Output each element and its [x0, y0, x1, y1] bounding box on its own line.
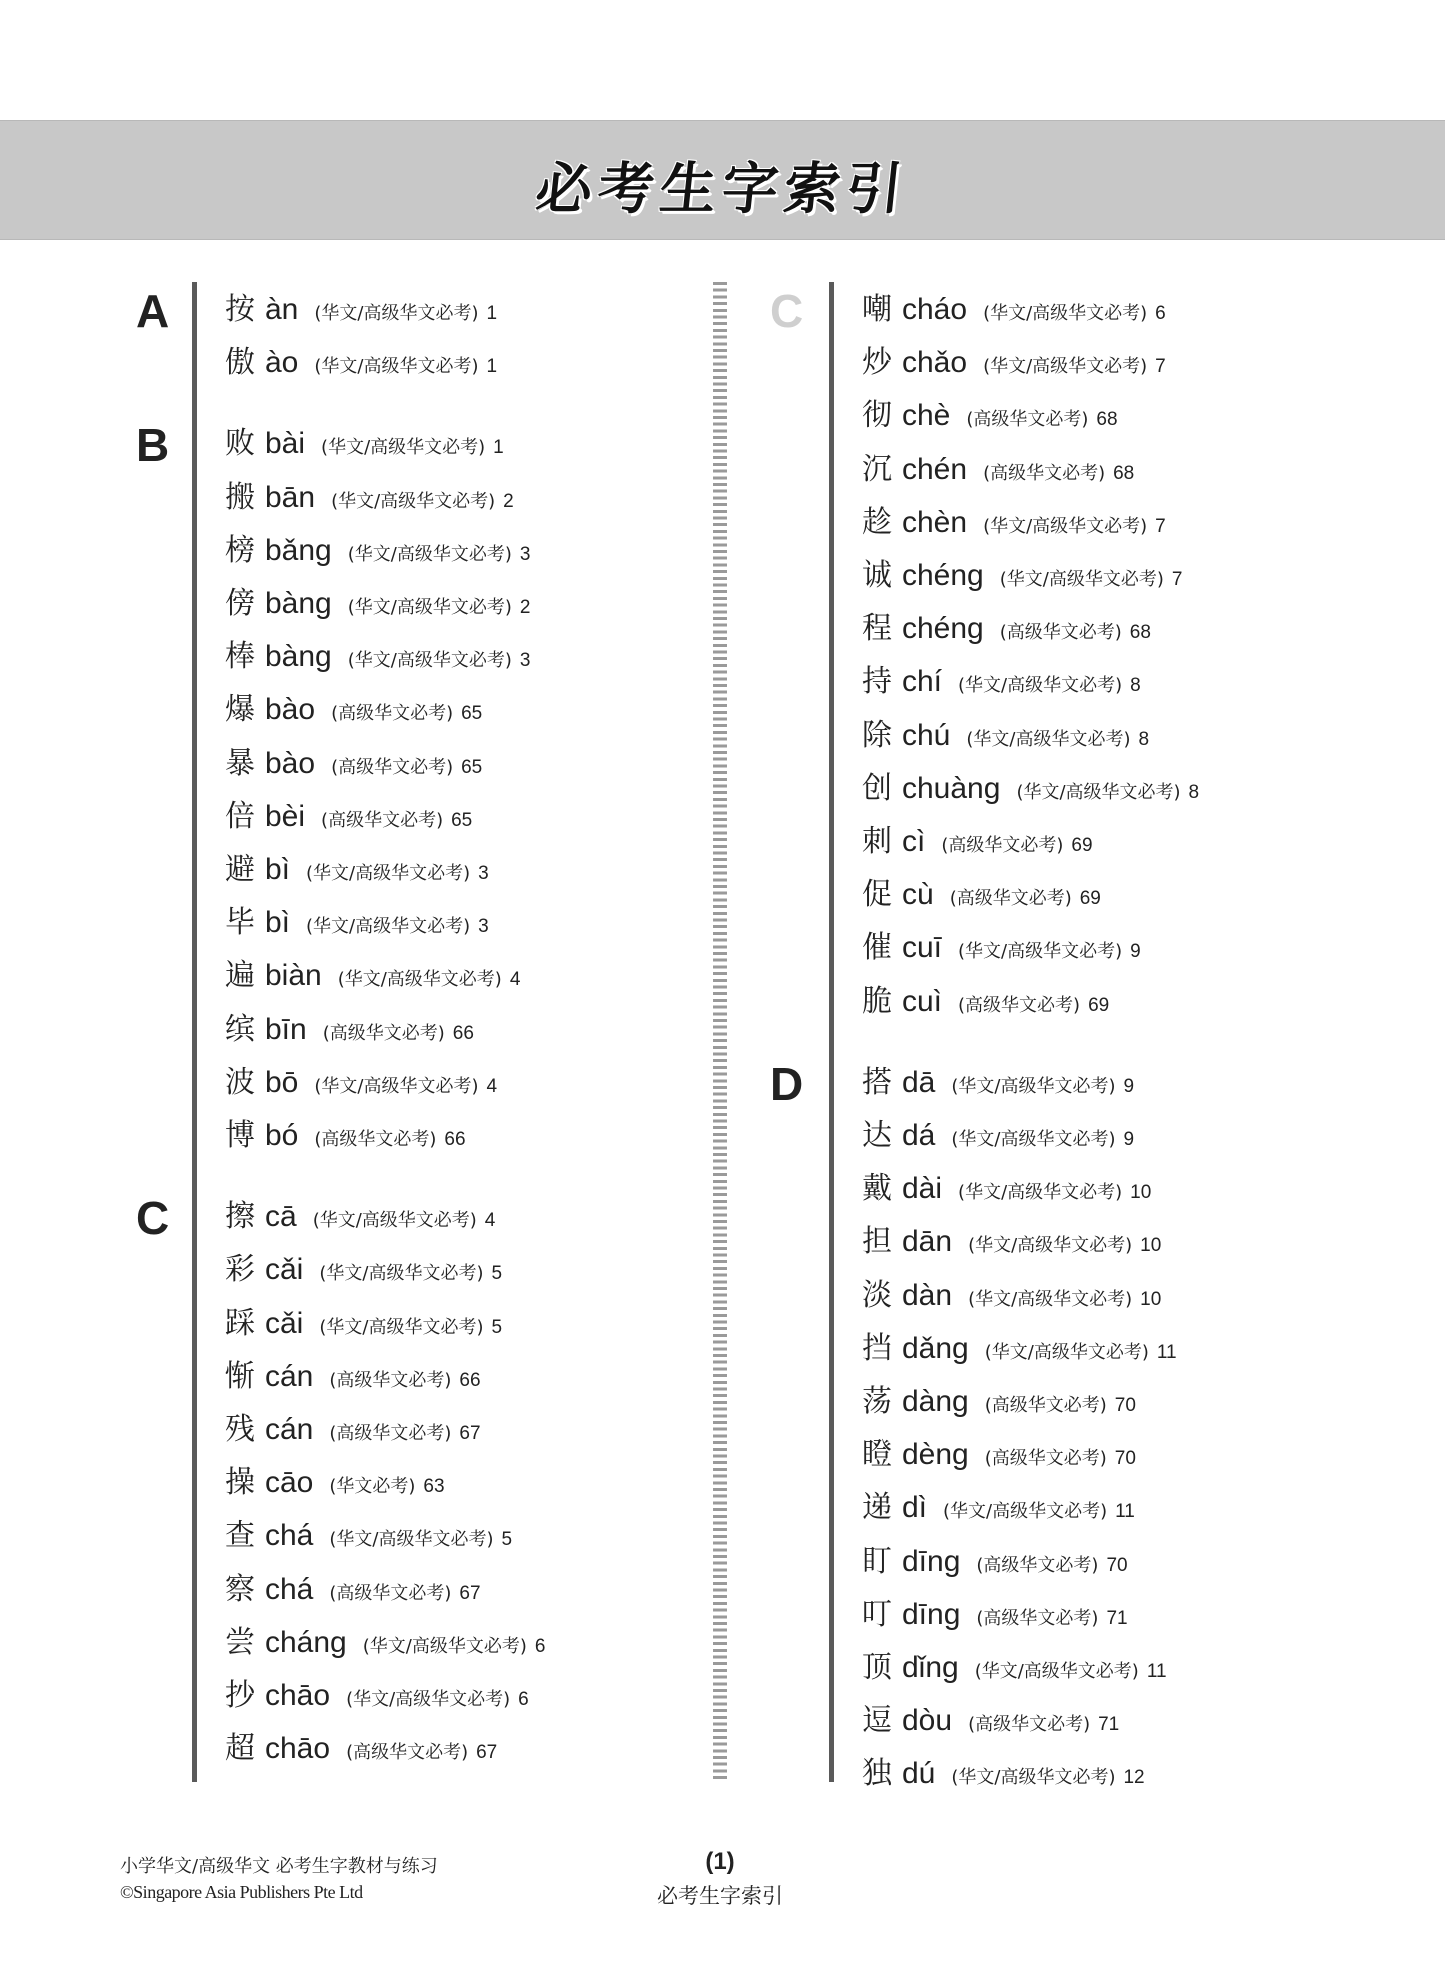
exam-tag: (华文/高级华文必考): [966, 728, 1131, 750]
pinyin: cǎi: [265, 1306, 304, 1340]
index-entry: [862, 337, 1166, 387]
index-entry: [225, 1670, 529, 1720]
character: 败: [225, 426, 255, 462]
character: 察: [225, 1571, 255, 1607]
exam-tag: (华文/高级华文必考): [983, 356, 1148, 378]
page-ref: 10: [1130, 1182, 1152, 1204]
character: 递: [862, 1490, 892, 1526]
pinyin: chāo: [265, 1732, 331, 1766]
character: 爆: [225, 692, 255, 728]
index-entry: [225, 1004, 474, 1054]
exam-tag: (高级华文必考): [976, 1607, 1099, 1629]
character: 遍: [225, 958, 255, 994]
exam-tag: (华文/高级华文必考): [319, 1263, 484, 1285]
pinyin: cǎi: [265, 1253, 304, 1287]
page-ref: 66: [444, 1129, 466, 1150]
footer-book-title: 小学华文/高级华文 必考生字教材与练习: [120, 1856, 438, 1877]
pinyin: cù: [902, 878, 934, 912]
page-ref: 1: [486, 356, 498, 378]
index-entry: [225, 525, 530, 575]
pinyin: chuàng: [902, 771, 1001, 805]
page-ref: 4: [484, 1210, 496, 1232]
pinyin: bǎng: [265, 533, 332, 567]
page-ref: 11: [1115, 1501, 1135, 1523]
character: 瞪: [862, 1437, 892, 1473]
exam-tag: (华文/高级华文必考): [306, 863, 471, 884]
character: 淡: [862, 1277, 892, 1313]
pinyin: chāo: [265, 1679, 331, 1712]
index-entry: [225, 738, 482, 788]
character: 按: [225, 292, 255, 327]
pinyin: cán: [265, 1359, 314, 1393]
exam-tag: (华文/高级华文必考): [951, 1129, 1116, 1150]
character: 达: [862, 1118, 892, 1153]
index-entry: [225, 418, 504, 468]
page-ref: 1: [493, 437, 504, 459]
character: 操: [225, 1465, 255, 1501]
exam-tag: (高级华文必考): [941, 835, 1064, 856]
section-letter-a: A: [136, 285, 170, 337]
pinyin: chá: [265, 1572, 314, 1606]
page-ref: 8: [1130, 675, 1141, 697]
exam-tag: (华文/高级华文必考): [329, 1529, 494, 1551]
index-entry: [862, 1270, 1161, 1320]
character: 程: [862, 611, 892, 647]
exam-tag: (高级华文必考): [321, 809, 444, 831]
index-entry: [862, 284, 1166, 334]
page-ref: 69: [1088, 994, 1110, 1016]
page-ref: 11: [1146, 1661, 1167, 1682]
footer-copyright: ©Singapore Asia Publishers Pte Ltd: [120, 1882, 363, 1902]
pinyin: chéng: [902, 559, 984, 592]
exam-tag: (华文/高级华文必考): [943, 1501, 1108, 1523]
index-entry: [862, 1110, 1134, 1160]
page-ref: 70: [1114, 1395, 1136, 1416]
exam-tag: (高级华文必考): [976, 1554, 1099, 1576]
pinyin: chú: [902, 718, 951, 752]
index-entry: [862, 1376, 1136, 1426]
page-ref: 8: [1188, 781, 1200, 803]
index-entry: [225, 1298, 502, 1348]
title-banner: [0, 120, 1445, 240]
pinyin: bó: [265, 1119, 299, 1152]
pinyin: dān: [902, 1225, 953, 1259]
index-entry: [862, 976, 1109, 1026]
page-ref: 68: [1096, 409, 1118, 431]
exam-tag: (华文/高级华文必考): [958, 941, 1123, 963]
footer-page-info: [630, 1848, 810, 1910]
page-title: 必考生字索引: [532, 157, 912, 222]
character: 持: [862, 664, 892, 700]
exam-tag: (华文/高级华文必考): [983, 303, 1148, 324]
footer-publisher: [120, 1852, 438, 1903]
pinyin: bàng: [265, 587, 332, 620]
pinyin: bīn: [265, 1012, 307, 1046]
pinyin: ào: [265, 346, 299, 380]
exam-tag: (高级华文必考): [984, 1395, 1107, 1416]
index-entry: [225, 1110, 466, 1160]
exam-tag: (华文/高级华文必考): [951, 1075, 1116, 1097]
index-entry: [225, 578, 530, 628]
exam-tag: (华文/高级华文必考): [346, 1689, 511, 1710]
exam-tag: (高级华文必考): [329, 1369, 452, 1391]
right-column-rule: [829, 282, 834, 1782]
index-entry: [225, 844, 489, 894]
character: 残: [225, 1412, 255, 1447]
pinyin: bèi: [265, 799, 306, 833]
pinyin: bì: [265, 906, 291, 940]
index-entry: [862, 1695, 1119, 1745]
character: 搬: [225, 479, 255, 515]
pinyin: bān: [265, 480, 316, 514]
index-entry: [862, 1216, 1161, 1266]
exam-tag: (高级华文必考): [314, 1129, 437, 1150]
exam-tag: (华文/高级华文必考): [306, 916, 471, 938]
character: 嘲: [862, 292, 892, 327]
page-ref: 69: [1071, 835, 1093, 856]
pinyin: chí: [902, 665, 943, 699]
index-entry: [862, 390, 1118, 440]
exam-tag: (华文必考): [329, 1476, 416, 1498]
page-ref: 2: [503, 490, 514, 512]
column-separator: [713, 282, 727, 1782]
page-ref: 71: [1106, 1607, 1128, 1629]
pinyin: cháng: [265, 1625, 347, 1659]
character: 傍: [225, 586, 255, 621]
page-ref: 6: [534, 1635, 546, 1657]
exam-tag: (高级华文必考): [984, 1448, 1107, 1470]
pinyin: bì: [265, 853, 291, 886]
character: 催: [862, 930, 892, 966]
character: 暴: [225, 745, 255, 781]
pinyin: bào: [265, 693, 316, 727]
exam-tag: (华文/高级华文必考): [1016, 781, 1181, 803]
exam-tag: (华文/高级华文必考): [958, 675, 1123, 697]
index-entry: [862, 763, 1199, 813]
index-entry: [225, 1510, 512, 1560]
character: 创: [862, 770, 892, 806]
index-entry: [225, 950, 520, 1000]
exam-tag: (华文/高级华文必考): [314, 1075, 479, 1097]
exam-tag: (华文/高级华文必考): [951, 1767, 1116, 1789]
index-entry: [862, 1748, 1145, 1798]
pinyin: cháo: [902, 293, 968, 326]
exam-tag: (华文/高级华文必考): [347, 597, 512, 618]
section-letter-c: C: [770, 285, 804, 337]
page-number: (1): [705, 1848, 735, 1875]
page-ref: 7: [1171, 569, 1183, 590]
index-entry: [862, 550, 1182, 600]
page-ref: 10: [1140, 1235, 1162, 1257]
index-entry: [225, 1404, 481, 1454]
character: 逗: [862, 1703, 892, 1739]
exam-tag: (华文/高级华文必考): [314, 356, 479, 378]
exam-tag: (高级华文必考): [329, 1423, 452, 1444]
character: 彩: [225, 1252, 255, 1288]
exam-tag: (高级华文必考): [949, 888, 1072, 910]
character: 棒: [225, 639, 255, 675]
index-entry: [225, 1617, 545, 1667]
pinyin: dīng: [902, 1544, 961, 1578]
character: 博: [225, 1118, 255, 1153]
page-ref: 70: [1114, 1448, 1136, 1470]
index-entry: [862, 816, 1093, 866]
index-entry: [225, 1564, 481, 1614]
character: 波: [225, 1064, 255, 1100]
index-entry: [225, 631, 530, 681]
index-entry: [225, 684, 482, 734]
pinyin: bài: [265, 427, 306, 461]
character: 毕: [225, 905, 255, 941]
pinyin: biàn: [265, 959, 322, 993]
exam-tag: (华文/高级华文必考): [319, 1316, 484, 1338]
page-ref: 3: [478, 863, 489, 884]
page-ref: 9: [1123, 1075, 1135, 1097]
pinyin: dèng: [902, 1438, 969, 1472]
exam-tag: (华文/高级华文必考): [347, 543, 512, 565]
exam-tag: (高级华文必考): [999, 622, 1122, 644]
page-ref: 65: [461, 756, 483, 778]
character: 叮: [862, 1596, 892, 1632]
character: 沉: [862, 451, 892, 487]
page-ref: 9: [1130, 941, 1141, 963]
index-entry: [862, 1057, 1134, 1107]
exam-tag: (华文/高级华文必考): [312, 1210, 477, 1232]
character: 盯: [862, 1543, 892, 1579]
character: 挡: [862, 1330, 892, 1366]
page-ref: 7: [1155, 515, 1166, 537]
exam-tag: (华文/高级华文必考): [968, 1235, 1133, 1257]
index-entry: [862, 1482, 1135, 1532]
pinyin: dǎng: [902, 1331, 969, 1365]
pinyin: cán: [265, 1413, 314, 1446]
character: 彻: [862, 398, 892, 434]
character: 戴: [862, 1171, 892, 1207]
section-letter-d: D: [770, 1057, 804, 1110]
exam-tag: (高级华文必考): [968, 1714, 1091, 1736]
pinyin: bàng: [265, 640, 332, 674]
character: 脆: [862, 983, 892, 1019]
pinyin: dá: [902, 1119, 936, 1152]
character: 搭: [862, 1064, 892, 1100]
index-entry: [225, 1723, 497, 1773]
index-entry: [862, 656, 1141, 706]
exam-tag: (华文/高级华文必考): [974, 1661, 1139, 1682]
character: 惭: [225, 1358, 255, 1394]
pinyin: cā: [265, 1200, 297, 1234]
page-ref: 9: [1123, 1129, 1135, 1150]
index-entry: [862, 1642, 1167, 1692]
index-entry: [225, 337, 497, 387]
character: 尝: [225, 1624, 255, 1660]
exam-tag: (华文/高级华文必考): [362, 1635, 527, 1657]
exam-tag: (高级华文必考): [329, 1582, 452, 1604]
index-entry: [862, 603, 1151, 653]
page-ref: 4: [509, 969, 521, 991]
character: 炒: [862, 345, 892, 381]
index-entry: [225, 472, 514, 522]
exam-tag: (华文/高级华文必考): [983, 515, 1148, 537]
character: 榜: [225, 532, 255, 568]
pinyin: dài: [902, 1172, 943, 1206]
page-ref: 67: [459, 1582, 481, 1604]
pinyin: chén: [902, 452, 968, 486]
character: 荡: [862, 1384, 892, 1419]
page-ref: 71: [1098, 1714, 1120, 1736]
page-ref: 5: [491, 1263, 503, 1285]
exam-tag: (高级华文必考): [346, 1742, 469, 1764]
character: 查: [225, 1518, 255, 1554]
character: 独: [862, 1756, 892, 1792]
exam-tag: (高级华文必考): [322, 1022, 445, 1044]
character: 抄: [225, 1678, 255, 1713]
exam-tag: (高级华文必考): [331, 756, 454, 778]
pinyin: cuī: [902, 931, 943, 965]
page-ref: 8: [1138, 728, 1150, 750]
index-entry: [862, 1323, 1177, 1373]
page-ref: 69: [1079, 888, 1101, 910]
index-entry: [225, 1191, 495, 1241]
pinyin: dǐng: [902, 1651, 959, 1684]
character: 避: [225, 852, 255, 887]
index-entry: [862, 1163, 1151, 1213]
exam-tag: (华文/高级华文必考): [968, 1288, 1133, 1310]
footer-section-title: 必考生字索引: [657, 1884, 783, 1908]
character: 诚: [862, 558, 892, 593]
page-ref: 6: [1155, 303, 1166, 324]
page-ref: 10: [1140, 1288, 1162, 1310]
character: 倍: [225, 798, 255, 834]
page-ref: 11: [1156, 1341, 1177, 1363]
character: 傲: [225, 345, 255, 381]
pinyin: chè: [902, 399, 951, 433]
index-entry: [862, 869, 1101, 919]
page-ref: 63: [423, 1476, 445, 1498]
pinyin: àn: [265, 293, 299, 326]
exam-tag: (高级华文必考): [331, 703, 454, 725]
index-entry: [225, 791, 472, 841]
page-ref: 68: [1129, 622, 1151, 644]
character: 除: [862, 717, 892, 753]
pinyin: dīng: [902, 1597, 961, 1631]
page-ref: 2: [519, 597, 531, 618]
pinyin: chá: [265, 1519, 314, 1553]
page-ref: 67: [476, 1742, 498, 1764]
index-entry: [862, 1429, 1136, 1479]
exam-tag: (华文/高级华文必考): [999, 569, 1164, 590]
character: 刺: [862, 824, 892, 859]
page-ref: 12: [1123, 1767, 1145, 1789]
pinyin: dì: [902, 1491, 928, 1525]
index-entry: [862, 1589, 1128, 1639]
index-entry: [862, 922, 1141, 972]
index-entry: [225, 1244, 502, 1294]
pinyin: cuì: [902, 984, 943, 1018]
character: 超: [225, 1731, 255, 1767]
page-ref: 3: [519, 543, 531, 565]
exam-tag: (华文/高级华文必考): [958, 1182, 1123, 1204]
exam-tag: (华文/高级华文必考): [984, 1341, 1149, 1363]
pinyin: dàn: [902, 1278, 953, 1312]
pinyin: bào: [265, 746, 316, 780]
pinyin: cāo: [265, 1466, 314, 1500]
page-ref: 6: [518, 1689, 529, 1710]
pinyin: bō: [265, 1065, 299, 1099]
exam-tag: (高级华文必考): [958, 994, 1081, 1016]
page-ref: 66: [459, 1369, 481, 1391]
page-ref: 68: [1113, 462, 1135, 484]
character: 缤: [225, 1011, 255, 1047]
page-ref: 5: [501, 1529, 513, 1551]
character: 擦: [225, 1199, 255, 1235]
exam-tag: (华文/高级华文必考): [347, 650, 512, 672]
pinyin: chèn: [902, 505, 968, 539]
page-ref: 1: [486, 303, 498, 324]
index-entry: [225, 1457, 445, 1507]
index-entry: [862, 497, 1166, 547]
index-entry: [862, 1536, 1128, 1586]
index-entry: [225, 897, 489, 947]
section-letter-b: B: [136, 419, 170, 472]
pinyin: chéng: [902, 612, 984, 646]
page-ref: 70: [1106, 1554, 1128, 1576]
exam-tag: (华文/高级华文必考): [321, 437, 486, 459]
page-ref: 65: [461, 703, 483, 725]
pinyin: dā: [902, 1065, 936, 1099]
index-entry: [225, 1351, 481, 1401]
page-ref: 65: [451, 809, 473, 831]
pinyin: dú: [902, 1757, 936, 1791]
page-ref: 67: [459, 1423, 481, 1444]
index-entry: [862, 710, 1149, 760]
pinyin: dàng: [902, 1385, 969, 1418]
exam-tag: (高级华文必考): [966, 409, 1089, 431]
pinyin: dòu: [902, 1704, 953, 1738]
page-ref: 3: [519, 650, 531, 672]
page-ref: 4: [486, 1075, 498, 1097]
character: 顶: [862, 1650, 892, 1685]
exam-tag: (华文/高级华文必考): [331, 490, 496, 512]
exam-tag: (华文/高级华文必考): [337, 969, 502, 991]
left-column-rule: [192, 282, 197, 1782]
exam-tag: (高级华文必考): [983, 462, 1106, 484]
character: 踩: [225, 1305, 255, 1341]
page-ref: 3: [478, 916, 489, 938]
page-ref: 5: [491, 1316, 503, 1338]
exam-tag: (华文/高级华文必考): [314, 303, 479, 324]
character: 促: [862, 877, 892, 913]
section-letter-c: C: [136, 1192, 170, 1245]
page-ref: 7: [1155, 356, 1166, 378]
index-entry: [862, 444, 1134, 494]
character: 担: [862, 1224, 892, 1260]
index-entry: [225, 1057, 497, 1107]
character: 趁: [862, 504, 892, 540]
index-entry: [225, 284, 497, 334]
pinyin: cì: [902, 825, 926, 858]
page-ref: 66: [452, 1022, 474, 1044]
pinyin: chǎo: [902, 346, 968, 380]
